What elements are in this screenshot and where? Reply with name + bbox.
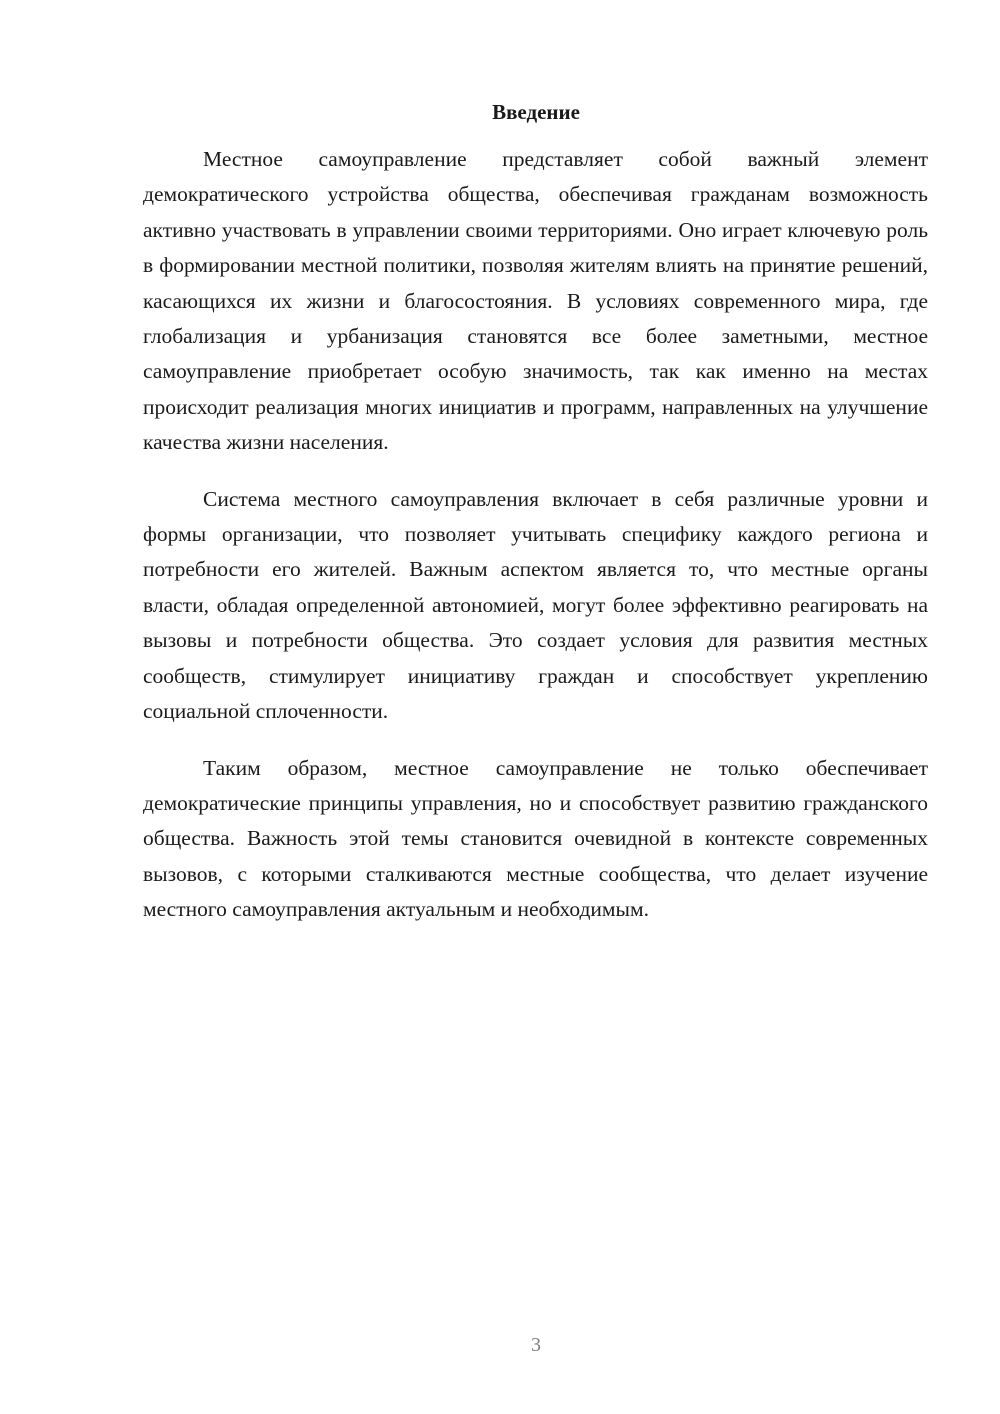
paragraph-1: Местное самоуправление представляет собой важный элемент демократического устройства общества, обеспечивая гражданам возможность активно участвовать в управлении своими территориями. Оно играет ключевую роль в формировании местной политики, позволяя жителям влиять на принятие решений, касающихся их жизни и благосостояния. В условиях современного мира, где глобализация и урбанизация становятся все более заметными, местное самоуправление приобретает особую значимость, так как именно на местах происходит реализация многих инициатив и программ, направленных на улучшение качества жизни населения. [143,147,928,455]
paragraph-2: Система местного самоуправления включает в себя различные уровни и формы организации, что позволяет учитывать специфику каждого региона и потребности его жителей. Важным аспектом является то, что местные органы власти, обладая определенной автономией, могут более эффективно реагировать на вызовы и потребности общества. Это создает условия для развития местных сообществ, стимулирует инициативу граждан и способствует укреплению социальной сплоченности. [143,486,928,724]
page-number: 3 [531,1334,541,1356]
body-text [143,142,928,949]
section-title: Введение [492,100,580,124]
paragraph-3: Таким образом, местное самоуправление не только обеспечивает демократические принципы управления, но и способствует развитию гражданского общества. Важность этой темы становится очевидной в контексте современных вызовов, с которыми сталкиваются местные сообщества, что делает изучение местного самоуправления актуальным и необходимым. [143,755,928,922]
